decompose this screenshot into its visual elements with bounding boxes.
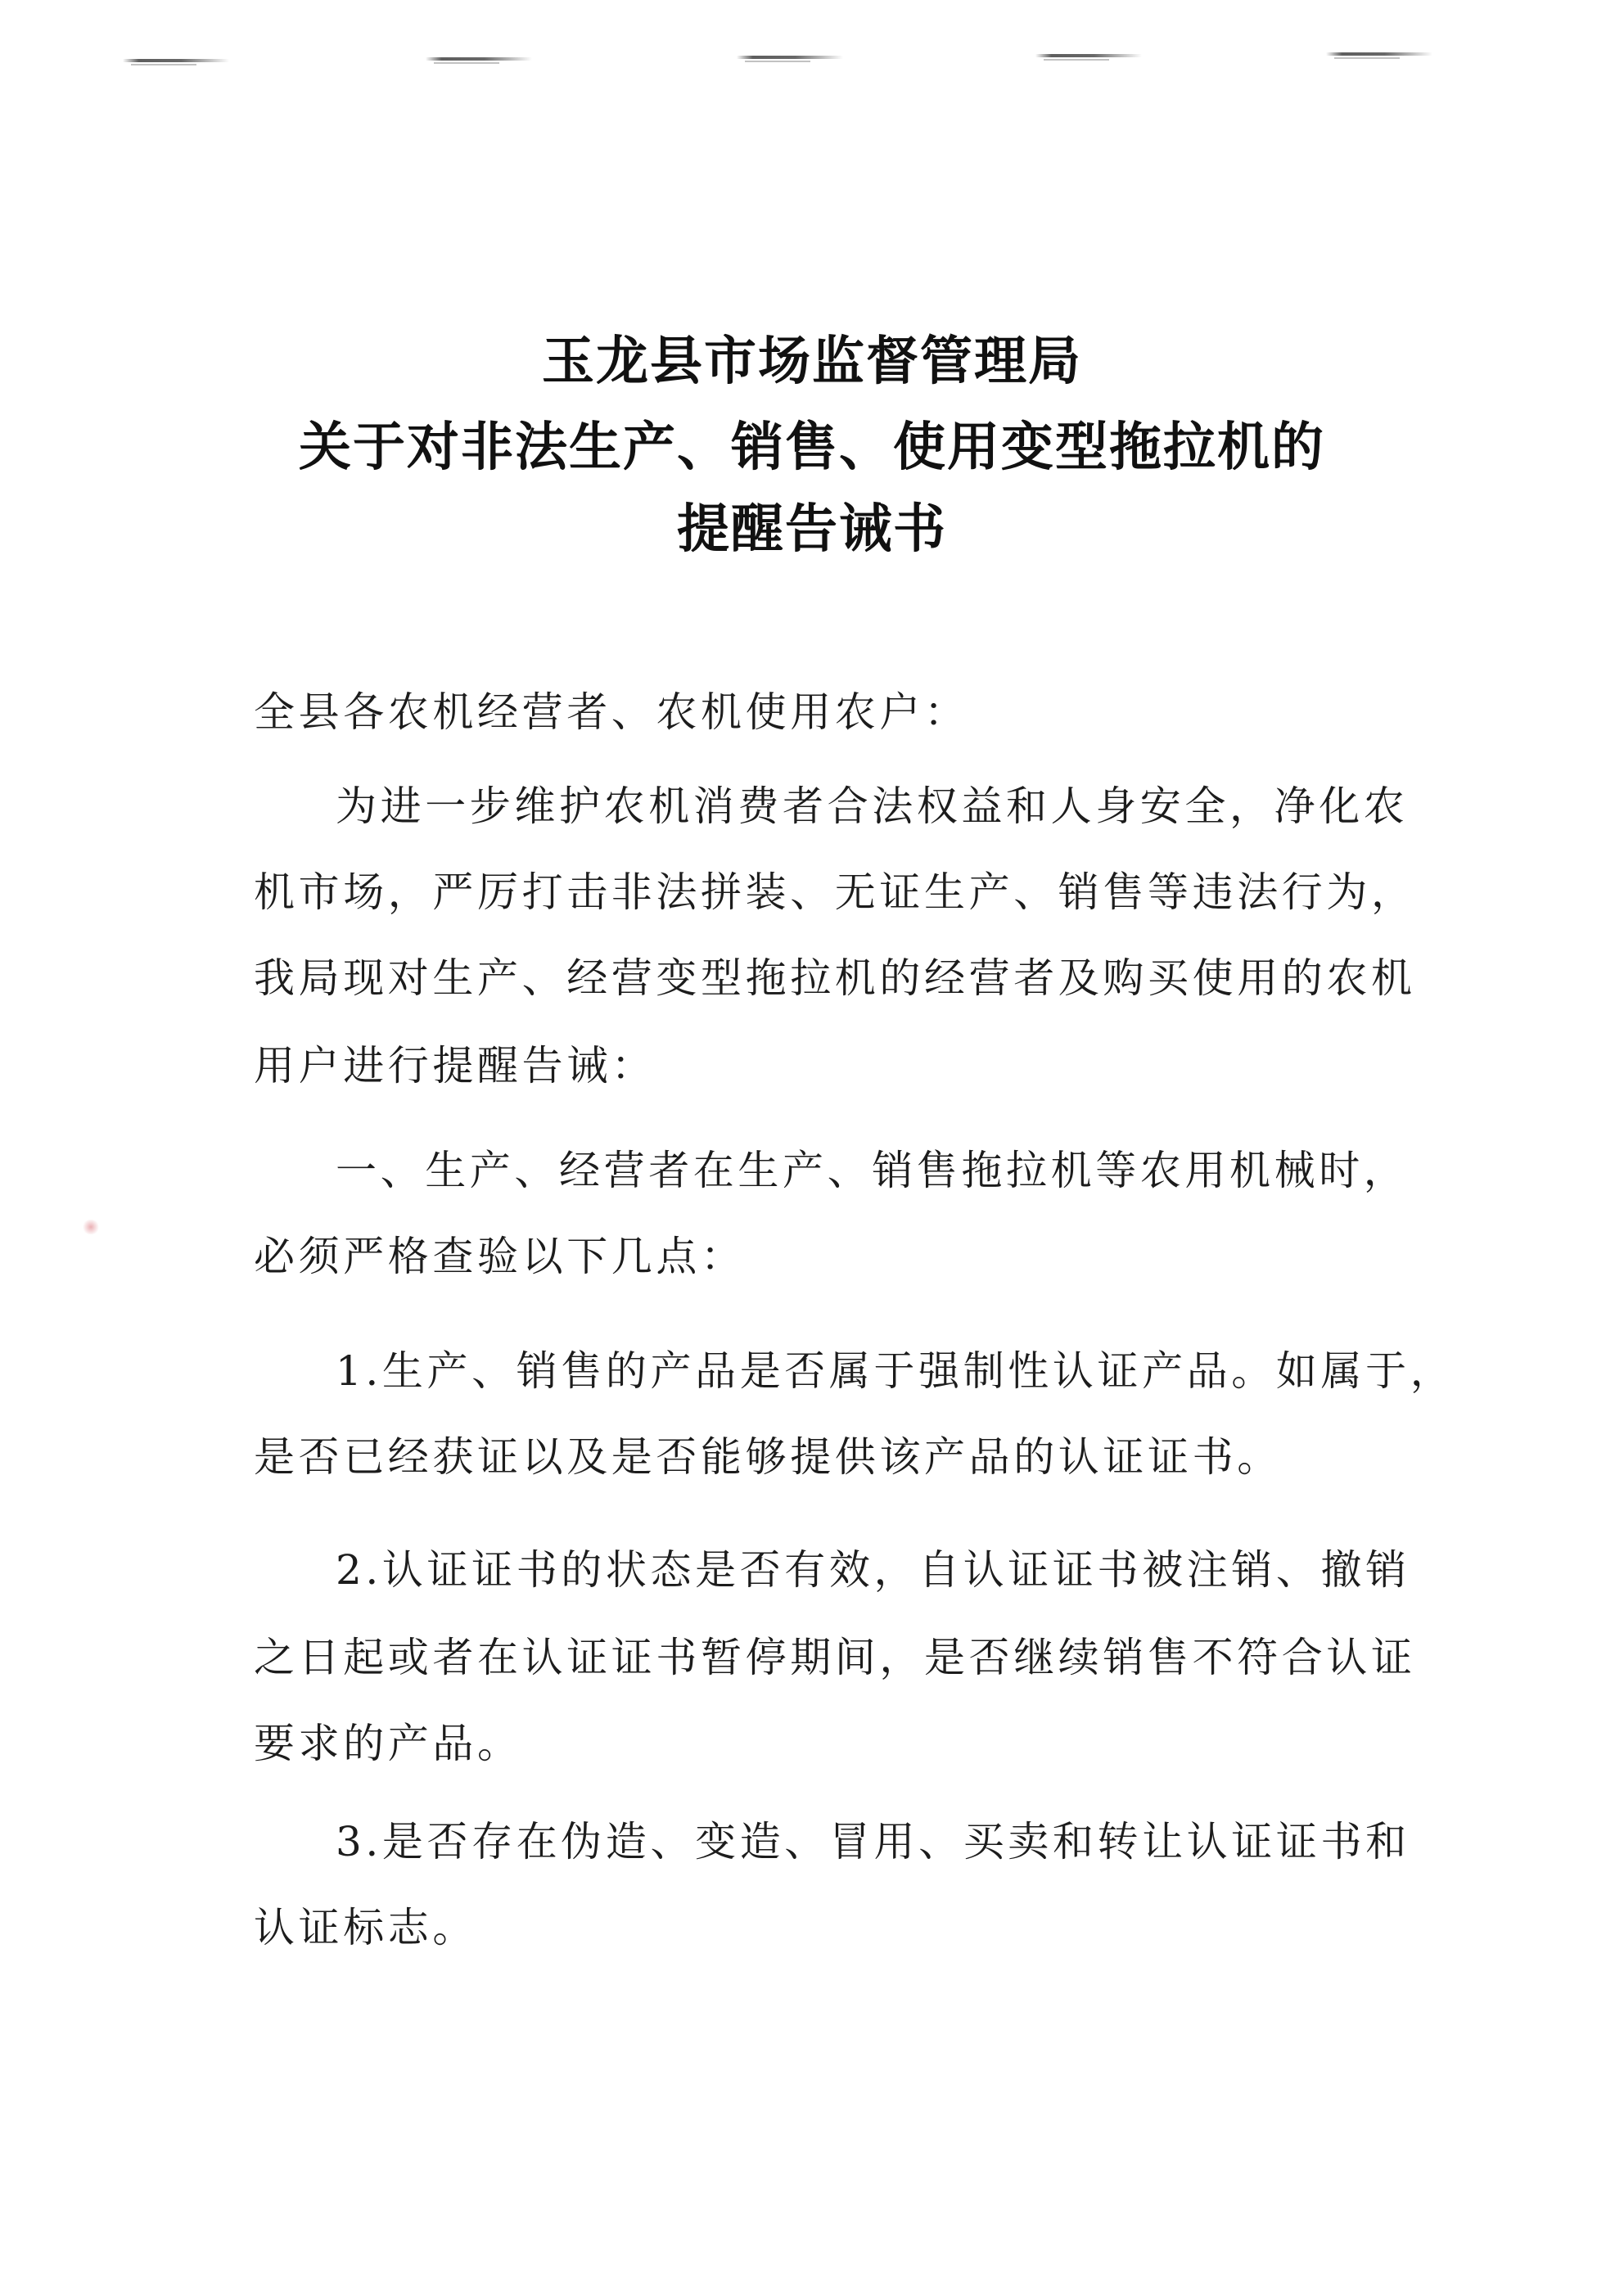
title-line-3: 提醒告诫书: [677, 499, 947, 560]
intro-line-3: 我局现对生产、经营变型拖拉机的经营者及购买使用的农机: [254, 954, 1416, 1002]
intro-line-1: 为进一步维护农机消费者合法权益和人身安全，净化农: [336, 783, 1409, 830]
title-line-1: 玉龙县市场监督管理局: [542, 332, 1082, 392]
item-2-line-2: 之日起或者在认证证书暂停期间，是否继续销售不符合认证: [254, 1634, 1416, 1681]
scan-artifact: [426, 57, 532, 61]
intro-line-2: 机市场，严厉打击非法拼装、无证生产、销售等违法行为，: [254, 868, 1416, 916]
scan-artifact: [737, 56, 843, 59]
item-2-line-1: 2.认证证书的状态是否有效，自认证证书被注销、撤销: [336, 1546, 1410, 1594]
item-1-line-1: 1.生产、销售的产品是否属于强制性认证产品。如属于，: [336, 1347, 1455, 1395]
scan-artifact: [1035, 54, 1142, 57]
salutation: 全县各农机经营者、农机使用农户：: [254, 688, 969, 736]
item-2-line-3: 要求的产品。: [254, 1720, 522, 1767]
ink-mark: [82, 1220, 100, 1234]
section-one-line-1: 一、生产、经营者在生产、销售拖拉机等农用机械时，: [336, 1147, 1409, 1194]
item-1-line-2: 是否已经获证以及是否能够提供该产品的认证证书。: [254, 1433, 1282, 1481]
title-line-2: 关于对非法生产、销售、使用变型拖拉机的: [299, 417, 1325, 478]
item-3-line-1: 3.是否存在伪造、变造、冒用、买卖和转让认证证书和: [336, 1818, 1410, 1865]
intro-line-4: 用户进行提醒告诫：: [254, 1042, 656, 1089]
item-3-line-2: 认证标志。: [254, 1904, 477, 1951]
section-one-line-2: 必须严格查验以下几点：: [254, 1233, 746, 1280]
scan-artifact: [1326, 52, 1432, 56]
scan-artifact: [123, 59, 229, 62]
